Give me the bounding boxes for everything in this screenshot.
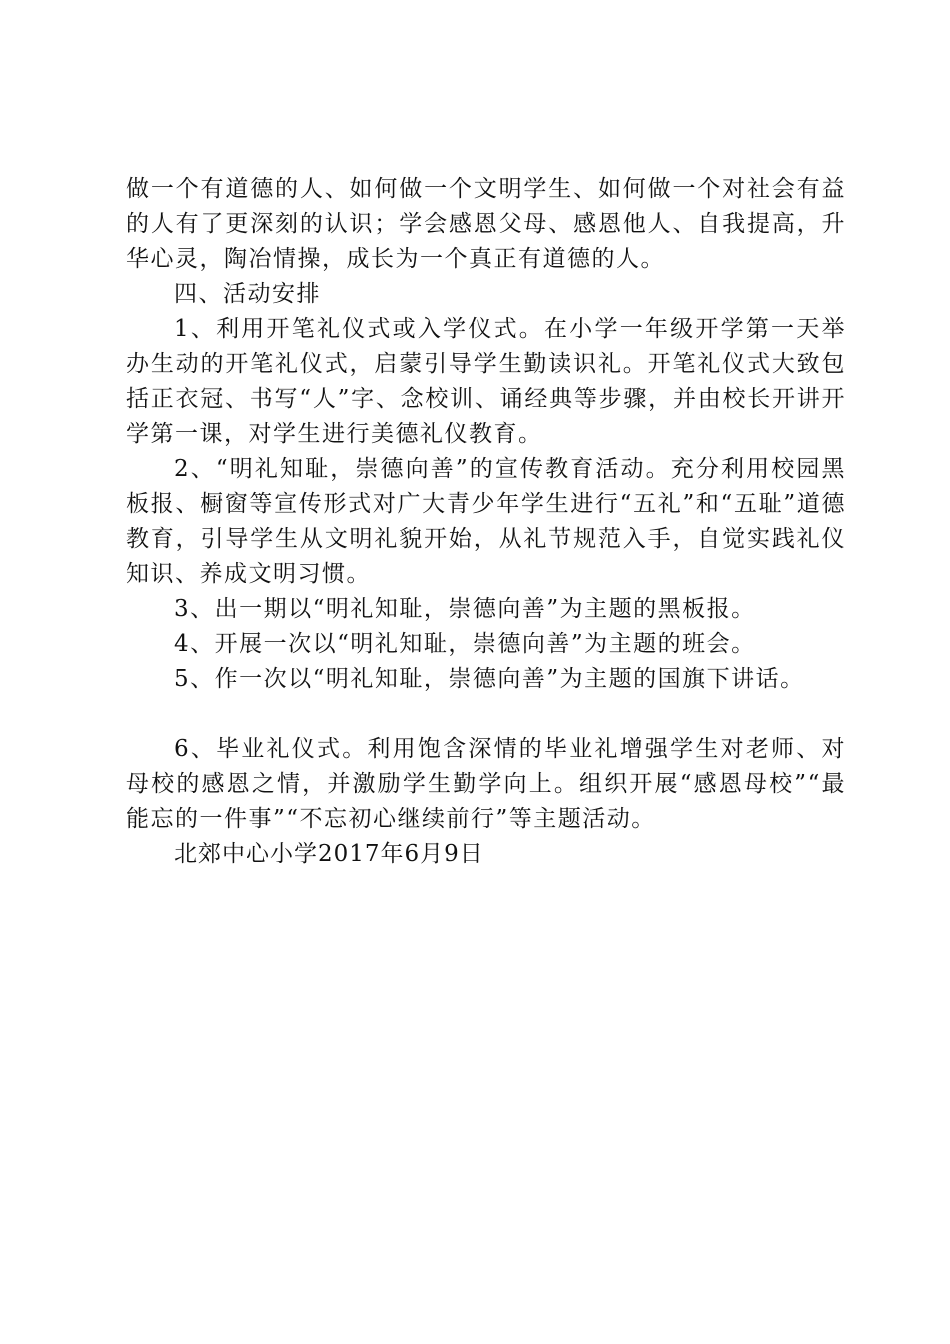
- paragraph-item-4: 4、开展一次以“明礼知耻，崇德向善”为主题的班会。: [174, 631, 756, 657]
- paragraph-item-2: 2、“明礼知耻，崇德向善”的宣传教育活动。充分利用校园黑板报、橱窗等宣传形式对广大青少年学生进行“五礼”和“五耻”道德教育，引导学生从文明礼貌开始，从礼节规范入手，自觉实践礼仪知识、养成文明习惯。: [126, 456, 846, 587]
- paragraph-item-3: 3、出一期以“明礼知耻，崇德向善”为主题的黑板报。: [174, 596, 756, 622]
- signature-line: 北郊中心小学2017年6月9日: [174, 841, 484, 867]
- paragraph-continuation: 做一个有道德的人、如何做一个文明学生、如何做一个对社会有益的人有了更深刻的认识；学会感恩父母、感恩他人、自我提高，升华心灵，陶冶情操，成长为一个真正有道德的人。: [126, 176, 846, 272]
- blank-line: [126, 697, 846, 732]
- paragraph-item-6: 6、毕业礼仪式。利用饱含深情的毕业礼增强学生对老师、对母校的感恩之情，并激励学生勤学向上。组织开展“感恩母校”“最能忘的一件事”“不忘初心继续前行”等主题活动。: [126, 736, 846, 832]
- section-heading-activity-arrangement: 四、活动安排: [174, 281, 321, 307]
- document-body: [126, 172, 846, 872]
- paragraph-item-1: 1、利用开笔礼仪式或入学仪式。在小学一年级开学第一天举办生动的开笔礼仪式，启蒙引导学生勤读识礼。开笔礼仪式大致包括正衣冠、书写“人”字、念校训、诵经典等步骤，并由校长开讲开学第一课，对学生进行美德礼仪教育。: [126, 316, 846, 447]
- paragraph-item-5: 5、作一次以“明礼知耻，崇德向善”为主题的国旗下讲话。: [174, 666, 805, 692]
